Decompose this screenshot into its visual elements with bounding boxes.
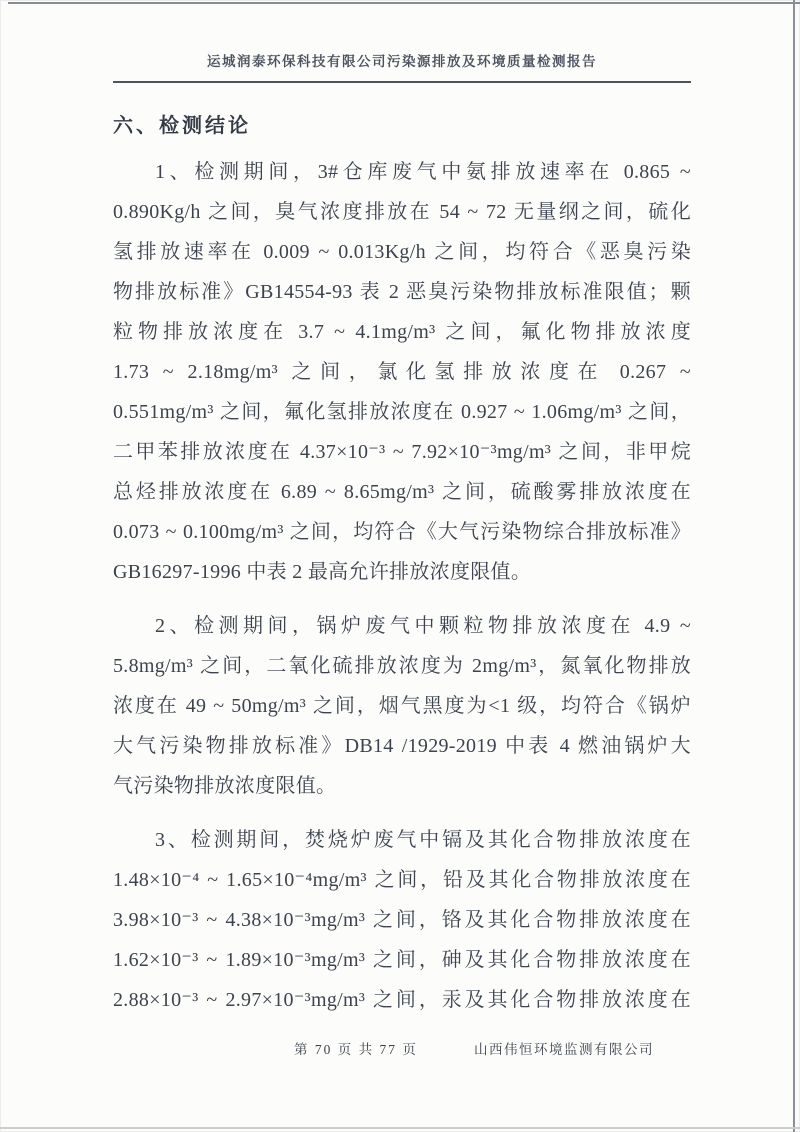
header-rule — [113, 81, 691, 83]
text-line: 气污染物排放浓度限值。 — [113, 775, 337, 797]
text-line: 2.88×10⁻³ ~ 2.97×10⁻³mg/m³ 之间，汞及其化合物排放浓度在 — [113, 989, 691, 1011]
footer-company: 山西伟恒环境监测有限公司 — [474, 1042, 654, 1057]
text-line: 浓度在 49 ~ 50mg/m³ 之间，烟气黑度为<1 级，均符合《锅炉 — [113, 695, 691, 717]
text-line: 1.62×10⁻³ ~ 1.89×10⁻³mg/m³ 之间，砷及其化合物排放浓度在 — [113, 949, 691, 971]
report-body — [113, 106, 691, 1034]
text-line: 1.48×10⁻⁴ ~ 1.65×10⁻⁴mg/m³ 之间，铅及其化合物排放浓度在 — [113, 869, 691, 891]
text-line: 0.551mg/m³ 之间，氟化氢排放浓度在 0.927 ~ 1.06mg/m³ 之间， — [113, 401, 691, 423]
paragraph-1 — [113, 152, 691, 592]
text-line: 大气污染物排放标准》DB14 /1929-2019 中表 4 燃油锅炉大 — [113, 735, 691, 757]
report-header-title: 运城润泰环保科技有限公司污染源排放及环境质量检测报告 — [207, 54, 597, 69]
scan-edge-top — [8, 2, 800, 4]
text-line: 粒物排放浓度在 3.7 ~ 4.1mg/m³ 之间，氟化物排放浓度 — [113, 321, 691, 343]
text-line: 0.073 ~ 0.100mg/m³ 之间，均符合《大气污染物综合排放标准》 — [113, 521, 691, 543]
text-line: 0.890Kg/h 之间，臭气浓度排放在 54 ~ 72 无量纲之间，硫化 — [113, 201, 691, 223]
scan-edge-bottom — [0, 1127, 800, 1129]
text-line: 1、检测期间，3#仓库废气中氨排放速率在 0.865 ~ — [155, 161, 691, 183]
scan-edge-right — [793, 0, 795, 1132]
text-line: 2、检测期间，锅炉废气中颗粒物排放浓度在 4.9 ~ — [155, 615, 691, 637]
paragraph-2 — [113, 606, 691, 806]
text-line: 总烃排放浓度在 6.89 ~ 8.65mg/m³ 之间，硫酸雾排放浓度在 — [113, 481, 691, 503]
section-heading: 六、检测结论 — [113, 115, 251, 137]
text-line: 氢排放速率在 0.009 ~ 0.013Kg/h 之间，均符合《恶臭污染 — [113, 241, 691, 263]
text-line: 1.73 ~ 2.18mg/m³ 之间，氯化氢排放浓度在 0.267 ~ — [113, 361, 691, 383]
text-line: GB16297-1996 中表 2 最高允许排放浓度限值。 — [113, 561, 532, 583]
footer-page-number: 第 70 页 共 77 页 — [294, 1042, 418, 1057]
text-line: 二甲苯排放浓度在 4.37×10⁻³ ~ 7.92×10⁻³mg/m³ 之间，非甲烷 — [113, 441, 691, 463]
text-line: 3、检测期间，焚烧炉废气中镉及其化合物排放浓度在 — [155, 829, 691, 851]
page-footer — [0, 1038, 800, 1060]
page-header — [113, 50, 691, 83]
paragraph-3 — [113, 820, 691, 1020]
text-line: 物排放标准》GB14554-93 表 2 恶臭污染物排放标准限值；颗 — [113, 281, 691, 303]
text-line: 3.98×10⁻³ ~ 4.38×10⁻³mg/m³ 之间，铬及其化合物排放浓度在 — [113, 909, 691, 931]
text-line: 5.8mg/m³ 之间，二氧化硫排放浓度为 2mg/m³，氮氧化物排放 — [113, 655, 691, 677]
